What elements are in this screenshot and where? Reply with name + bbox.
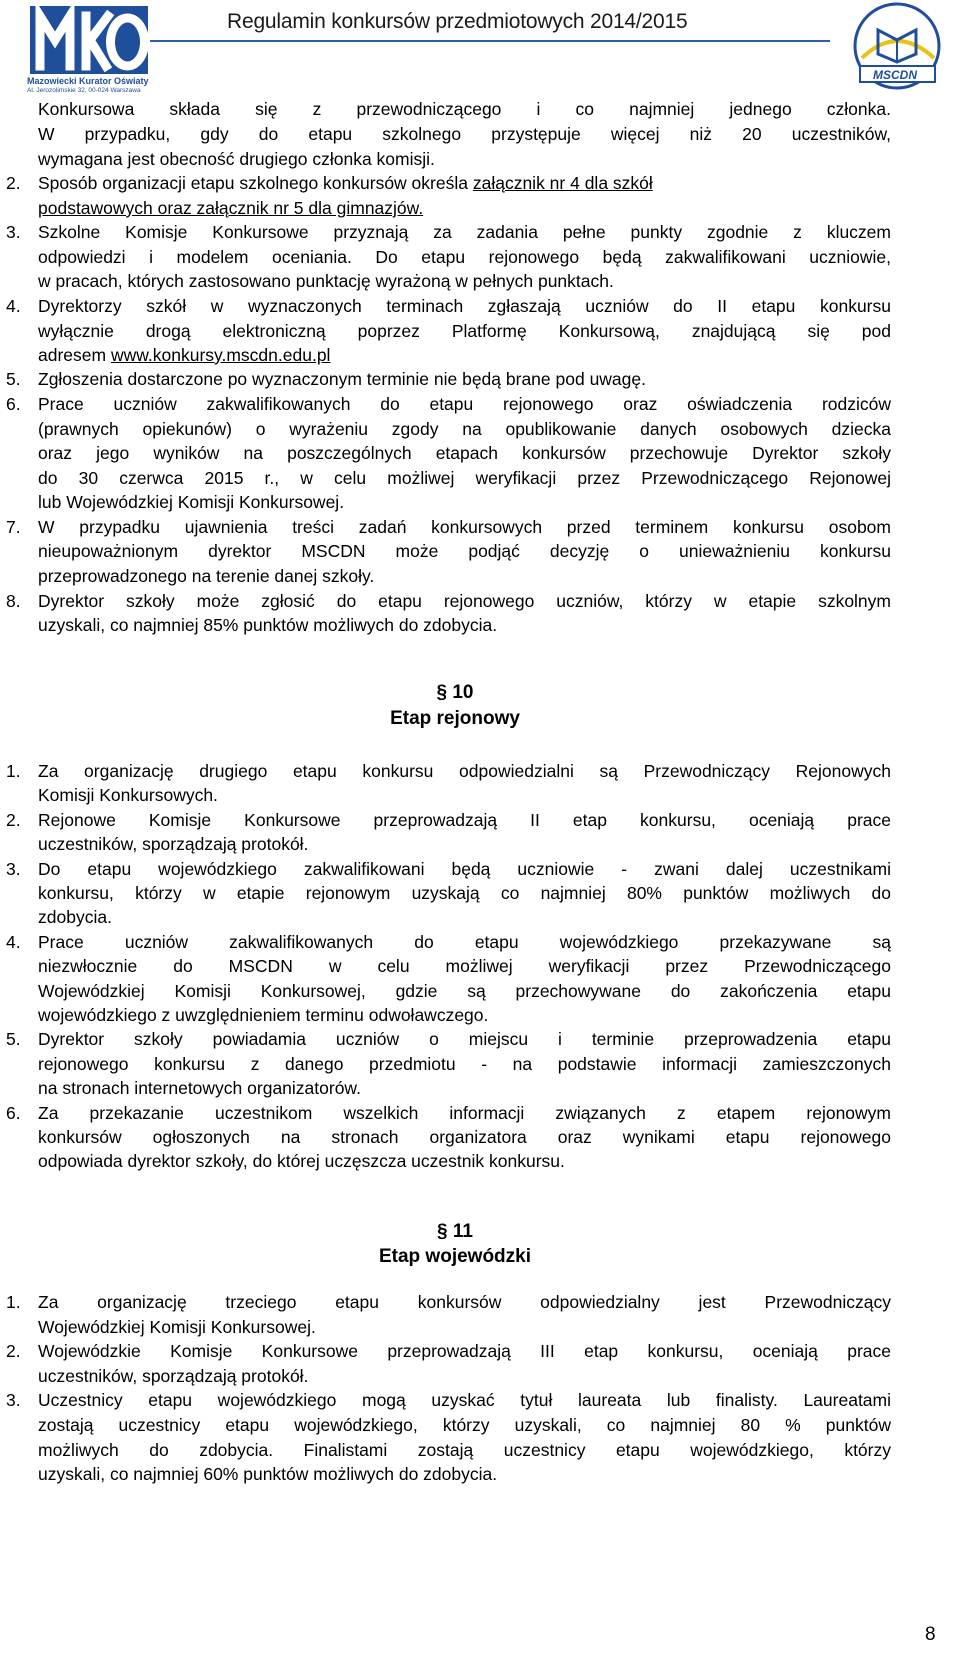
item-number: 2. <box>6 173 21 193</box>
text-line: Konkursowa składa się z przewodniczącego i co najmniej jednego członka. <box>38 99 891 119</box>
text-line: Szkolne Komisje Konkursowe przyznają za zadania pełne punkty zgodnie z kluczem <box>38 222 891 242</box>
text-span: adresem <box>38 345 111 365</box>
text-line: na stronach internetowych organizatorów. <box>38 1078 361 1099</box>
text-line: wymagana jest obecność drugiego członka komisji. <box>38 149 435 169</box>
item-number: 1. <box>6 1292 21 1312</box>
text-line: Za organizację drugiego etapu konkursu odpowiedzialni są Przewodniczący Rejonowych <box>38 761 891 781</box>
item-number: 6. <box>6 394 21 414</box>
section-number: § 10 <box>436 682 474 703</box>
text-line: lub Wojewódzkiej Komisji Konkursowej. <box>38 492 345 512</box>
header-divider <box>150 40 830 42</box>
text-line: oraz jego wyników na poszczególnych etapach konkursów przechowuje Dyrektor szkoły <box>38 443 891 463</box>
attachment-reference: podstawowych oraz załącznik nr 5 dla gimnazjów. <box>38 198 424 218</box>
item-number: 3. <box>6 222 21 242</box>
kuratorium-logo <box>27 6 152 94</box>
text-line: odpowiedzi i modelem oceniania. Do etapu rejonowego będą zakwalifikowani uczniowie, <box>38 247 891 267</box>
text-line: wojewódzkiego z uwzględnieniem terminu odwoławczego. <box>38 1005 489 1025</box>
text-line: Prace uczniów zakwalifikowanych do etapu wojewódzkiego przekazywane są <box>38 931 891 952</box>
text-line: uczestników, sporządzają protokół. <box>38 834 309 855</box>
item-number: 4. <box>6 296 21 316</box>
text-line: Prace uczniów zakwalifikowanych do etapu rejonowego oraz oświadczenia rodziców <box>38 394 891 414</box>
item-number: 1. <box>6 761 21 781</box>
text-line: wyłącznie drogą elektroniczną poprzez Platformę Konkursową, znajdującą się pod <box>38 321 891 341</box>
header-title: Regulamin konkursów przedmiotowych 2014/2015 <box>227 10 688 33</box>
text-line: Zgłoszenia dostarczone po wyznaczonym terminie nie będą brane pod uwagę. <box>38 369 646 389</box>
text-line: Dyrektorzy szkół w wyznaczonych terminach zgłaszają uczniów do II etapu konkursu <box>38 296 891 316</box>
text-line: w pracach, których zastosowano punktację wyrażoną w pełnych punktach. <box>38 271 614 291</box>
text-line: Za organizację trzeciego etapu konkursów odpowiedzialny jest Przewodniczący <box>38 1292 891 1312</box>
text-line: zdobycia. <box>38 907 112 928</box>
item-number: 4. <box>6 931 21 952</box>
text-line: Rejonowe Komisje Konkursowe przeprowadzają II etap konkursu, oceniają prace <box>38 809 891 830</box>
text-line: Wojewódzkiej Komisji Konkursowej, gdzie są przechowywane do zakończenia etapu <box>38 980 891 1001</box>
item-number: 5. <box>6 369 21 389</box>
item-number: 7. <box>6 517 21 537</box>
text-span: Sposób organizacji etapu szkolnego konkursów określa <box>38 173 473 193</box>
item-number: 2. <box>6 809 21 830</box>
page-number: 8 <box>925 1624 936 1645</box>
mscdn-logo-text: MSCDN <box>873 68 917 82</box>
text-line: odpowiada dyrektor szkoły, do której uczęszcza uczestnik konkursu. <box>38 1151 565 1172</box>
mko-logo-mark-icon <box>30 6 148 74</box>
text-line: możliwych do zdobycia. Finalistami zostają uczestnicy etapu wojewódzkiego, którzy <box>38 1439 891 1460</box>
text-line: konkursu, którzy w etapie rejonowym uzyskają co najmniej 80% punktów możliwych do <box>38 883 891 903</box>
text-line: uzyskali, co najmniej 85% punktów możliwych do zdobycia. <box>38 615 498 635</box>
text-line: Wojewódzkie Komisje Konkursowe przeprowadzają III etap konkursu, oceniają prace <box>38 1341 891 1362</box>
list-item <box>38 170 891 196</box>
text-line: rejonowego konkursu z danego przedmiotu - na podstawie informacji zamieszczonych <box>38 1053 891 1074</box>
item-number: 8. <box>6 591 21 611</box>
item-number: 6. <box>6 1102 21 1123</box>
platform-link[interactable]: www.konkursy.mscdn.edu.pl <box>110 345 331 365</box>
text-line: konkursów ogłoszonych na stronach organizatora oraz wynikami etapu rejonowego <box>38 1127 891 1147</box>
item-number: 3. <box>6 1390 21 1411</box>
text-line: Dyrektor szkoły powiadamia uczniów o miejscu i terminie przeprowadzenia etapu <box>38 1029 891 1050</box>
text-line: Komisji Konkursowych. <box>38 785 218 806</box>
text-line: Za przekazanie uczestnikom wszelkich informacji związanych z etapem rejonowym <box>38 1102 891 1123</box>
text-line: zostają uczestnicy etapu wojewódzkiego, którzy uzyskali, co najmniej 80 % punktów <box>38 1415 891 1435</box>
section-title: Etap rejonowy <box>390 708 520 729</box>
text-line: Dyrektor szkoły może zgłosić do etapu rejonowego uczniów, którzy w etapie szkolnym <box>38 591 891 611</box>
section-title: Etap wojewódzki <box>378 1246 532 1267</box>
text-line: uzyskali, co najmniej 60% punktów możliwych do zdobycia. <box>38 1464 498 1485</box>
item-number: 3. <box>6 858 21 879</box>
text-line: przeprowadzonego na terenie danej szkoły. <box>38 566 375 586</box>
logo-address-text: Al. Jerozolimskie 32, 00-024 Warszawa <box>27 87 141 94</box>
mscdn-logo <box>840 0 955 96</box>
text-line: Uczestnicy etapu wojewódzkiego mogą uzyskać tytuł laureata lub finalisty. Laureatami <box>38 1390 891 1411</box>
text-line: niezwłocznie do MSCDN w celu możliwej weryfikacji przez Przewodniczącego <box>38 956 891 977</box>
attachment-reference: załącznik nr 4 dla szkół <box>472 173 653 193</box>
item-number: 2. <box>6 1341 21 1362</box>
text-line: uczestników, sporządzają protokół. <box>38 1365 309 1386</box>
item-number: 5. <box>6 1029 21 1050</box>
text-line: Do etapu wojewódzkiego zakwalifikowani będą uczniowie - zwani dalej uczestnikami <box>38 858 891 879</box>
text-line: do 30 czerwca 2015 r., w celu możliwej weryfikacji przez Przewodniczącego Rejonowej <box>38 468 891 488</box>
text-line: (prawnych opiekunów) o wyrażeniu zgody na opublikowanie danych osobowych dziecka <box>38 419 891 439</box>
page-header <box>0 0 960 96</box>
text-line: W przypadku, gdy do etapu szkolnego przystępuje więcej niż 20 uczestników, <box>38 124 891 144</box>
logo-name-text: Mazowiecki Kurator Oświaty <box>27 76 149 86</box>
text-line: nieupoważnionym dyrektor MSCDN może podjąć decyzję o unieważnieniu konkursu <box>38 541 891 561</box>
text-line <box>38 342 330 368</box>
text-line: W przypadku ujawnienia treści zadań konkursowych przed terminem konkursu osobom <box>38 517 891 537</box>
text-line: Wojewódzkiej Komisji Konkursowej. <box>38 1316 316 1337</box>
section-number: § 11 <box>437 1221 473 1242</box>
